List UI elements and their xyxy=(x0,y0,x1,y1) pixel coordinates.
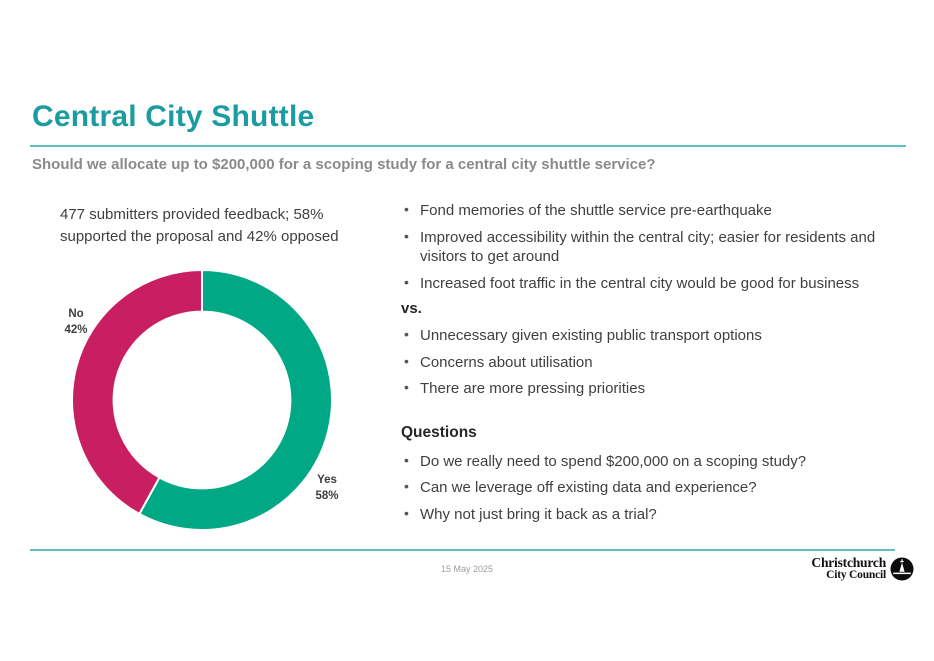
questions-heading: Questions xyxy=(401,423,477,441)
slice-label-yes xyxy=(303,473,351,504)
question-item: • Can we leverage off existing data and experience? xyxy=(400,478,918,498)
questions-list xyxy=(400,452,918,525)
chart-caption: 477 submitters provided feedback; 58% supported the proposal and 42% opposed xyxy=(60,206,339,245)
question-item: • Do we really need to spend $200,000 on a scoping study? xyxy=(400,452,918,472)
slice-label-yes-name: Yes xyxy=(317,474,337,486)
title-divider xyxy=(30,145,906,147)
footer-date: 15 May 2025 xyxy=(440,564,494,574)
slide-subtitle: Should we allocate up to $200,000 for a scoping study for a central city shuttle service? xyxy=(32,156,656,173)
discussion-panel xyxy=(400,201,918,531)
support-point: • Improved accessibility within the central city; easier for residents and visitors to get around xyxy=(400,228,918,267)
slice-label-no-pct: 42% xyxy=(64,323,88,336)
logo-line2: City Council xyxy=(826,568,886,581)
slice-label-no-name: No xyxy=(68,308,84,320)
support-point: • Increased foot traffic in the central city would be good for business xyxy=(400,274,918,294)
question-item: • Why not just bring it back as a trial? xyxy=(400,505,918,525)
slice-label-yes-pct: 58% xyxy=(315,489,339,502)
support-point: • Fond memories of the shuttle service pre-earthquake xyxy=(400,201,918,221)
oppose-point: • Unnecessary given existing public transport options xyxy=(400,326,918,346)
support-points-list xyxy=(400,201,918,293)
donut-chart-svg xyxy=(70,268,334,532)
cathedral-icon xyxy=(890,557,914,581)
slice-label-no xyxy=(54,307,98,338)
logo-line1: Christchurch xyxy=(811,555,886,570)
oppose-point: • Concerns about utilisation xyxy=(400,353,918,373)
donut-chart xyxy=(70,268,334,532)
vs-label: vs. xyxy=(401,300,422,317)
oppose-points-list xyxy=(400,326,918,399)
footer-divider xyxy=(30,549,895,551)
logo-wordmark xyxy=(811,556,886,581)
christchurch-city-council-logo xyxy=(811,556,914,581)
oppose-point: • There are more pressing priorities xyxy=(400,379,918,399)
page-title: Central City Shuttle xyxy=(32,100,315,133)
